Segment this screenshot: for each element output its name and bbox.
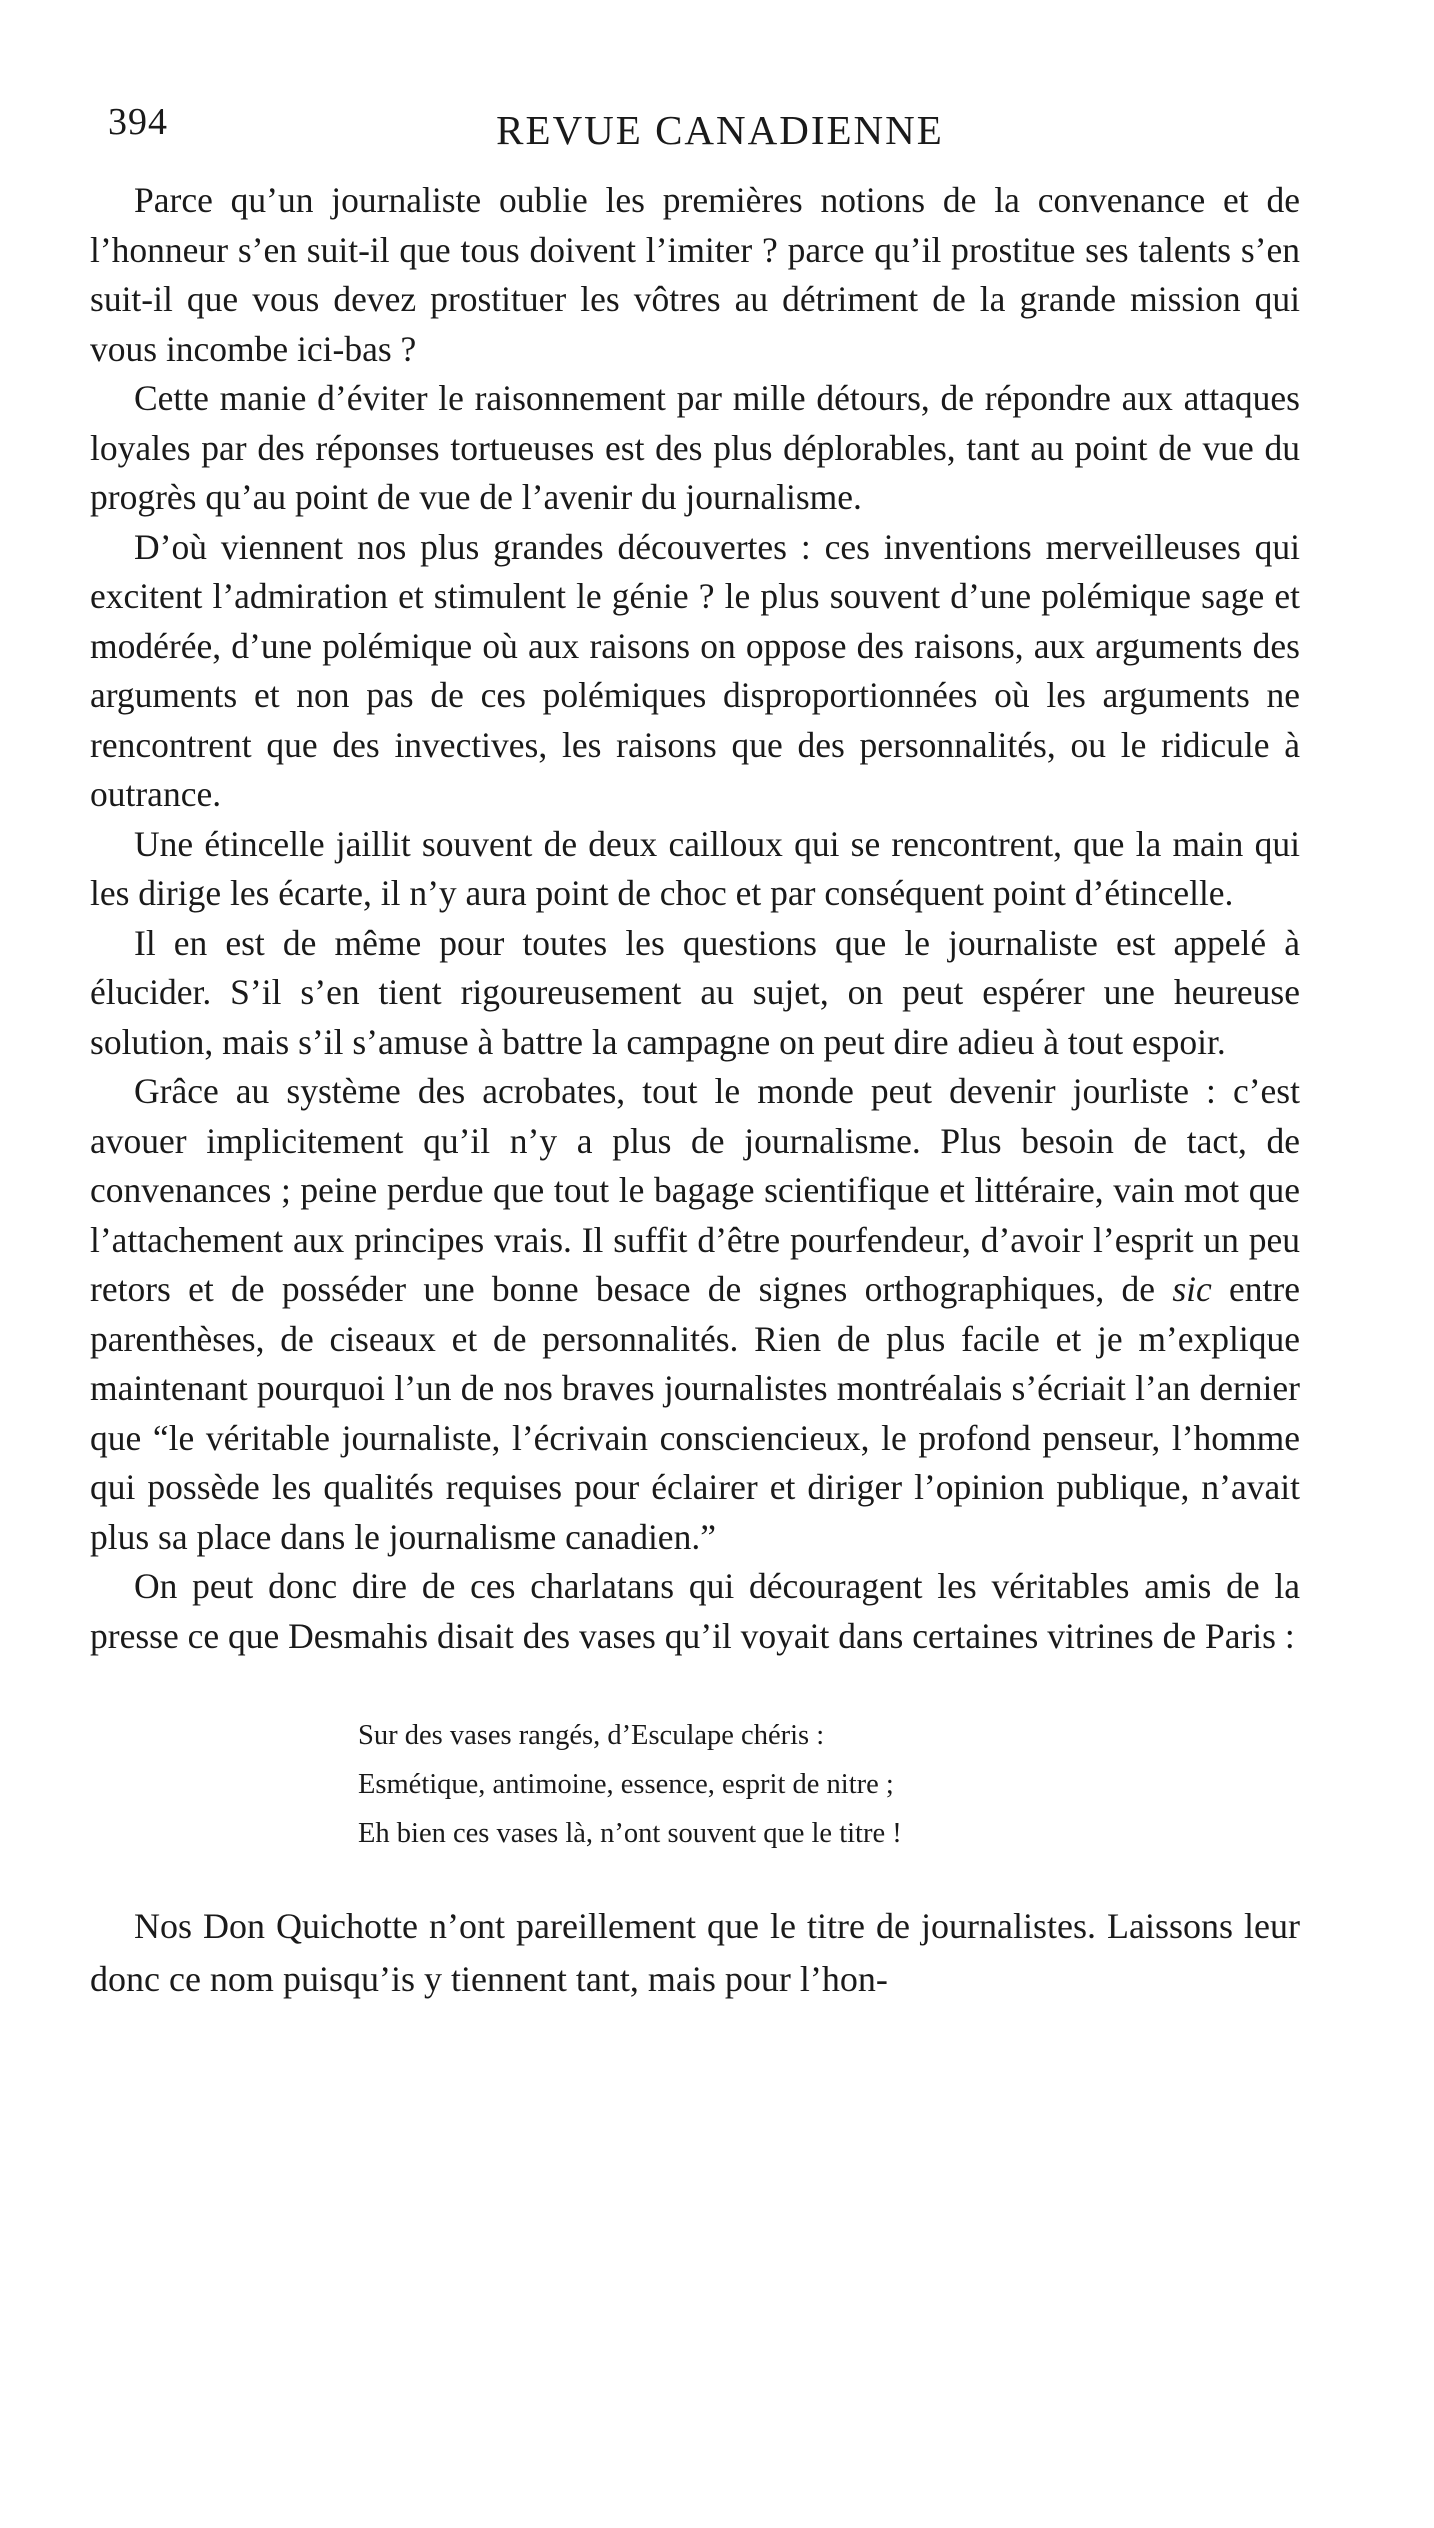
paragraph-8: Nos Don Quichotte n’ont pareillement que le titre de journalistes. Laissons leur donc ce nom puisqu’is y tiennent tant, mais pour l’hon- [90,1906,1300,1999]
paragraph-7: On peut donc dire de ces charlatans qui découragent les véritables amis de la presse ce que Desmahis disait des vases qu’il voyait dans certaines vitrines de Paris : [90,1566,1300,1656]
paragraph-1: Parce qu’un journaliste oublie les premières notions de la convenance et de l’honneur s’en suit-il que tous doivent l’imiter ? parce qu’il prostitue ses talents s’en suit-il que vous devez prostituer les vôtres au détriment de la grande mission qui vous incombe ici-bas ? [90,180,1300,369]
verse-line-1: Sur des vases rangés, d’Esculape chéris : [358,1720,825,1751]
paragraph-3: D’où viennent nos plus grandes découvertes : ces inventions merveilleuses qui excitent l’admiration et stimulent le génie ? le plus souvent d’une polémique sage et modérée, d’une polémique où aux raisons on oppose des raisons, aux arguments des arguments et non pas de ces polémiques disproportionnées où les arguments ne rencontrent que des invectives, les raisons que des personnalités, ou le ridicule à outrance. [90,526,1300,814]
verse-quotation [358,1711,1300,1858]
verse-line-2: Esmétique, antimoine, essence, esprit de nitre ; [358,1769,894,1800]
running-head [90,100,1300,170]
sic-italic: sic [1172,1269,1212,1309]
paragraph-6-text-b: entre parenthèses, de ciseaux et de personnalités. Rien de plus facile et je m’explique maintenant pourquoi l’un de nos braves journalistes montréalais s’écriait l’an dernier que “le véritable journaliste, l’écrivain consciencieux, le profond penseur, l’homme qui possède les qualités requises pour éclairer et diriger l’opinion publique, n’avait plus sa place dans le journalisme canadien.” [90,1269,1300,1557]
running-title: REVUE CANADIENNE [496,107,944,153]
paragraph-6 [90,1067,1300,1562]
paragraph-2: Cette manie d’éviter le raisonnement par mille détours, de répondre aux attaques loyales par des réponses tortueuses est des plus déplorables, tant au point de vue du progrès qu’au point de vue de l’avenir du journalisme. [90,378,1300,517]
paragraph-4: Une étincelle jaillit souvent de deux cailloux qui se rencontrent, que la main qui les dirige les écarte, il n’y aura point de choc et par conséquent point d’étincelle. [90,823,1300,913]
body-text [90,176,1300,1661]
closing-text [90,1900,1300,2006]
page-number: 394 [108,101,168,143]
page [90,100,1300,2006]
paragraph-6-text-a: Grâce au système des acrobates, tout le monde peut devenir jourliste : c’est avouer implicitement qu’il n’y a plus de journalisme. Plus besoin de tact, de convenances ; peine perdue que tout le bagage scientifique et littéraire, vain mot que l’attachement aux principes vrais. Il suffit d’être pourfendeur, d’avoir l’esprit un peu retors et de posséder une bonne besace de signes orthographiques, de [90,1071,1300,1309]
verse-line-3: Eh bien ces vases là, n’ont souvent que le titre ! [358,1818,902,1849]
paragraph-5: Il en est de même pour toutes les questions que le journaliste est appelé à élucider. S’il s’en tient rigoureusement au sujet, on peut espérer une heureuse solution, mais s’il s’amuse à battre la campagne on peut dire adieu à tout espoir. [90,922,1300,1062]
